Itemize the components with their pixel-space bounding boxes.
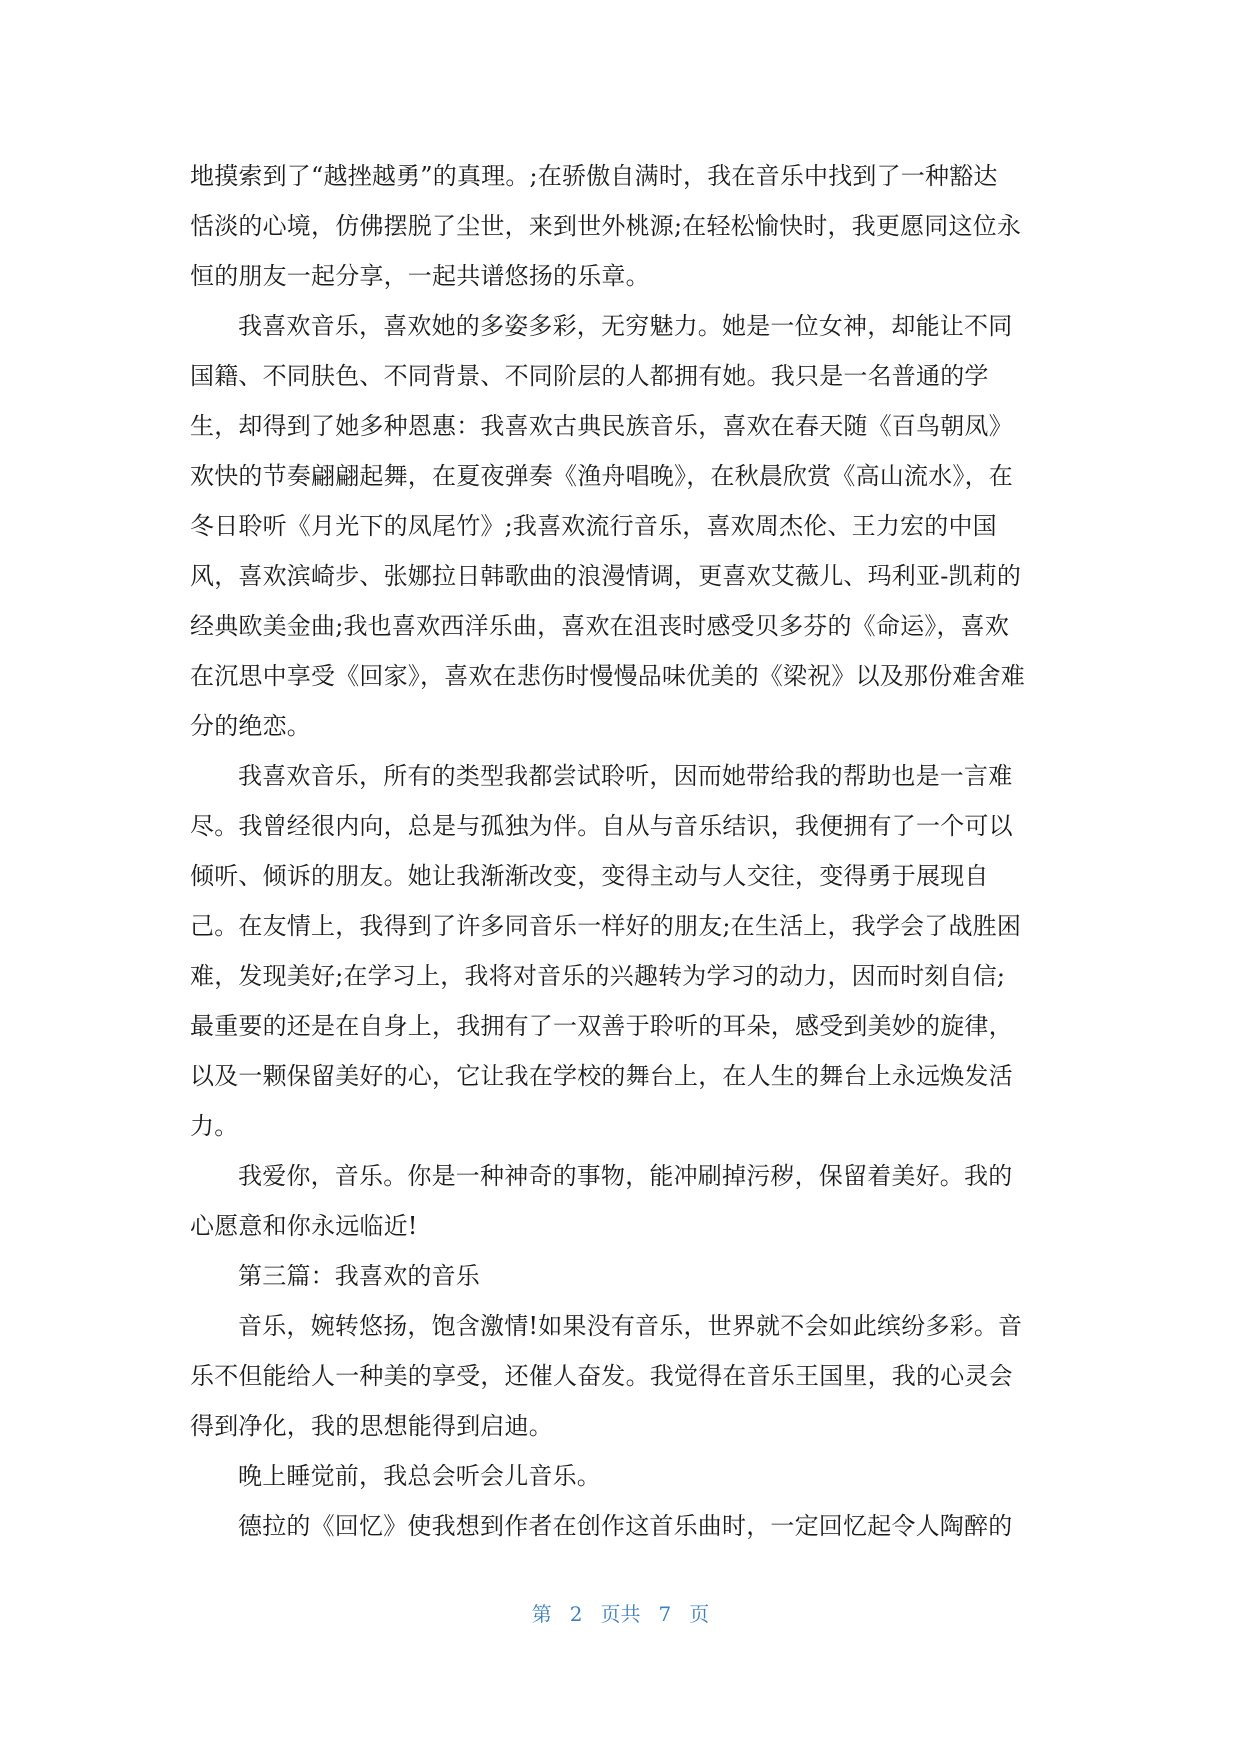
text-line: 己。在友情上，我得到了许多同音乐一样好的朋友;在生活上，我学会了战胜困	[190, 912, 1022, 940]
text-line: 恒的朋友一起分享，一起共谱悠扬的乐章。	[190, 262, 650, 290]
text-line: 地摸索到了“越挫越勇”的真理。;在骄傲自满时，我在音乐中找到了一种豁达	[190, 162, 998, 190]
text-line: 力。	[190, 1112, 239, 1140]
text-line: 我喜欢音乐，喜欢她的多姿多彩，无穷魅力。她是一位女神，却能让不同	[238, 312, 1013, 340]
footer-total-pages: 7	[658, 1602, 672, 1626]
text-line: 风，喜欢滨崎步、张娜拉日韩歌曲的浪漫情调，更喜欢艾薇儿、玛利亚-凯莉的	[190, 562, 1022, 590]
text-line: 国籍、不同肤色、不同背景、不同阶层的人都拥有她。我只是一名普通的学	[190, 362, 989, 390]
footer-prefix: 第	[531, 1602, 552, 1626]
text-line: 欢快的节奏翩翩起舞，在夏夜弹奏《渔舟唱晚》，在秋晨欣赏《高山流水》，在	[190, 462, 1013, 490]
text-line: 分的绝恋。	[190, 712, 311, 740]
text-line: 第三篇：我喜欢的音乐	[238, 1262, 480, 1290]
text-line: 音乐，婉转悠扬，饱含激情!如果没有音乐，世界就不会如此缤纷多彩。音	[238, 1312, 1023, 1340]
text-line: 难，发现美好;在学习上，我将对音乐的兴趣转为学习的动力，因而时刻自信;	[190, 962, 1006, 990]
footer-suffix: 页	[689, 1602, 710, 1626]
text-line: 在沉思中享受《回家》，喜欢在悲伤时慢慢品味优美的《梁祝》以及那份难舍难	[190, 662, 1025, 690]
text-line: 经典欧美金曲;我也喜欢西洋乐曲，喜欢在沮丧时感受贝多芬的《命运》，喜欢	[190, 612, 1010, 640]
text-line: 心愿意和你永远临近!	[190, 1212, 418, 1240]
text-line: 生，却得到了她多种恩惠：我喜欢古典民族音乐，喜欢在春天随《百鸟朝凤》	[190, 412, 1013, 440]
text-line: 最重要的还是在自身上，我拥有了一双善于聆听的耳朵，感受到美妙的旋律，	[190, 1012, 1013, 1040]
text-line: 以及一颗保留美好的心，它让我在学校的舞台上，在人生的舞台上永远焕发活	[190, 1062, 1013, 1090]
text-line: 我喜欢音乐，所有的类型我都尝试聆听，因而她带给我的帮助也是一言难	[238, 762, 1013, 790]
body-text	[190, 151, 1050, 1551]
text-line: 得到净化，我的思想能得到启迪。	[190, 1412, 553, 1440]
text-line: 德拉的《回忆》使我想到作者在创作这首乐曲时，一定回忆起令人陶醉的	[238, 1512, 1013, 1540]
text-line: 恬淡的心境，仿佛摆脱了尘世，来到世外桃源;在轻松愉快时，我更愿同这位永	[190, 212, 1022, 240]
text-line: 倾听、倾诉的朋友。她让我渐渐改变，变得主动与人交往，变得勇于展现自	[190, 862, 989, 890]
text-line: 我爱你，音乐。你是一种神奇的事物，能冲刷掉污秽，保留着美好。我的	[238, 1162, 1013, 1190]
footer-current-page: 2	[569, 1602, 583, 1626]
text-line: 冬日聆听《月光下的凤尾竹》;我喜欢流行音乐，喜欢周杰伦、王力宏的中国	[190, 512, 997, 540]
text-line: 乐不但能给人一种美的享受，还催人奋发。我觉得在音乐王国里，我的心灵会	[190, 1362, 1013, 1390]
text-line: 尽。我曾经很内向，总是与孤独为伴。自从与音乐结识，我便拥有了一个可以	[190, 812, 1013, 840]
page-footer	[0, 1598, 1241, 1627]
footer-middle: 页共	[600, 1602, 641, 1626]
text-line: 晚上睡觉前，我总会听会儿音乐。	[238, 1462, 601, 1490]
